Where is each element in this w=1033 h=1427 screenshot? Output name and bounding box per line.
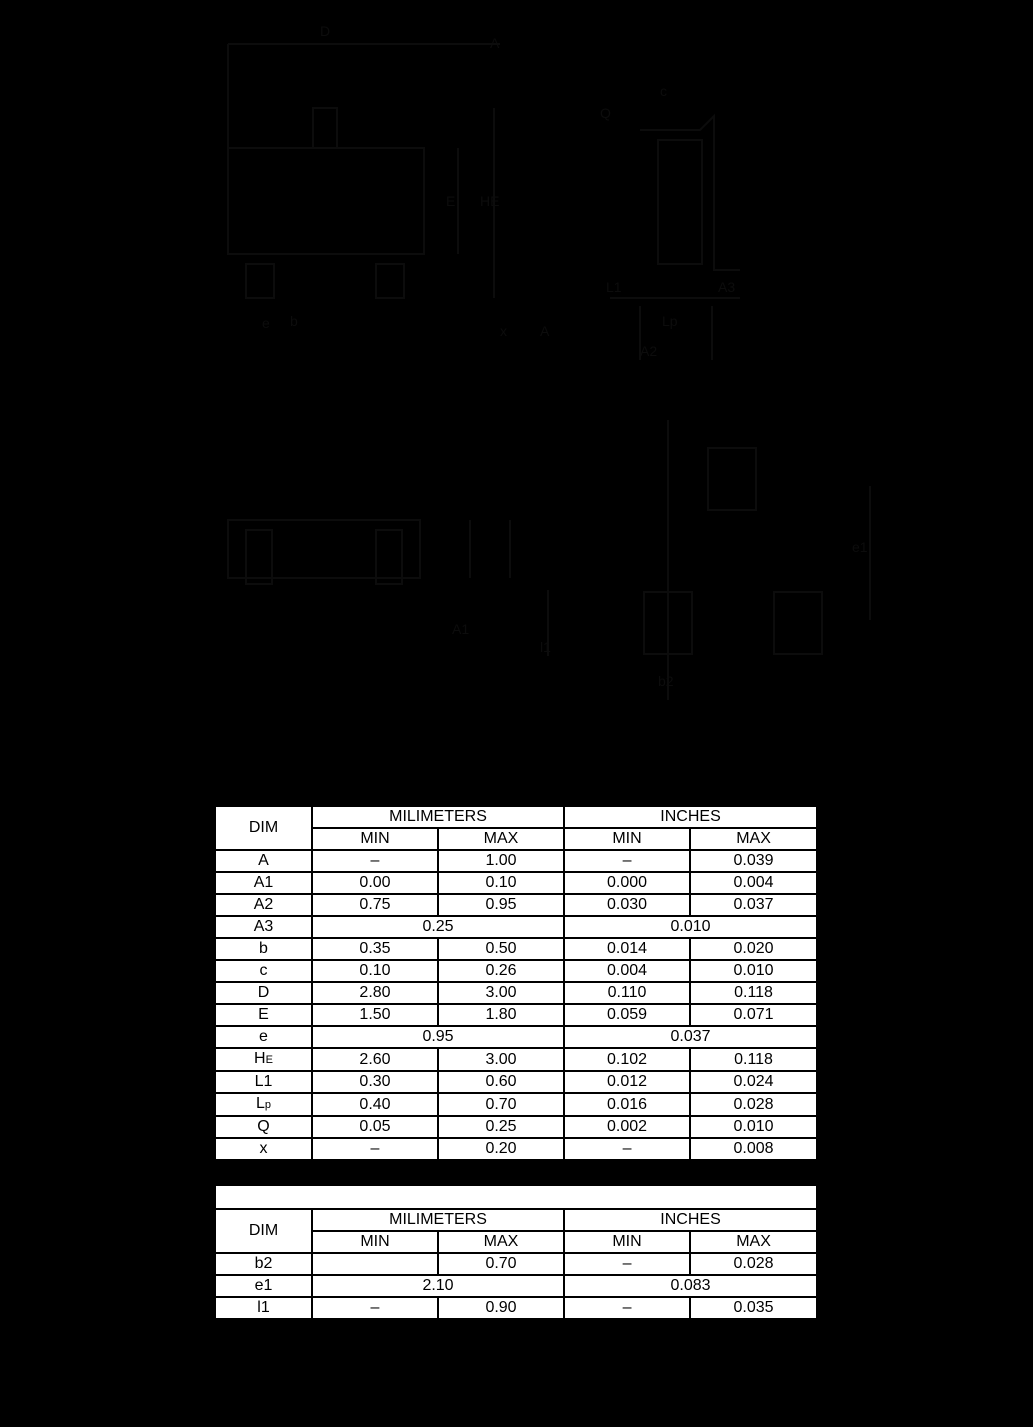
col-header-in-min: MIN [564,828,690,850]
cell-mm-min: 1.50 [312,1004,438,1026]
top-view-drawing [228,44,500,298]
top-view-labels [262,23,550,339]
dim-label-HE: HE [480,193,500,209]
cell-in-min: 0.012 [564,1071,690,1093]
cell-mm-min: 0.35 [312,938,438,960]
cell-mm-max: 0.25 [438,1116,564,1138]
cell-in-max: 0.004 [690,872,817,894]
cell-dim: L1 [215,1071,312,1093]
table-row [215,1253,817,1275]
cell-in-max: 0.020 [690,938,817,960]
cell-dim [215,1093,312,1116]
cell-in-max: 0.118 [690,982,817,1004]
cell-mm-min: 0.05 [312,1116,438,1138]
table-row [215,894,817,916]
col-header-in-max: MAX [690,828,817,850]
cell-mm-max: 0.90 [438,1297,564,1319]
cell-dim: c [215,960,312,982]
cell-in-nominal: 0.010 [564,916,817,938]
dim-subscript: p [264,1099,272,1111]
cell-mm-max: 0.20 [438,1138,564,1160]
dim-label-E: E [446,193,456,209]
table-row [215,850,817,872]
cell-in-min: – [564,1297,690,1319]
table-row [215,1093,817,1116]
cell-in-min: 0.016 [564,1093,690,1116]
cell-mm-min: 0.40 [312,1093,438,1116]
cell-mm-max: 0.26 [438,960,564,982]
cell-in-max: 0.010 [690,1116,817,1138]
cell-dim: A [215,850,312,872]
col-header-dim: DIM [215,1209,312,1253]
table-row [215,1048,817,1071]
dim-label-Lp: Lp [662,313,678,329]
cell-mm-nominal: 0.95 [312,1026,564,1048]
table-row [215,872,817,894]
side-view-labels [600,83,735,359]
table-row [215,916,817,938]
cell-in-max: 0.118 [690,1048,817,1071]
cell-mm-nominal: 2.10 [312,1275,564,1297]
dim-label-b2: b2 [658,673,674,689]
cell-mm-max: 3.00 [438,982,564,1004]
cell-dim: e [215,1026,312,1048]
cell-mm-min: 0.10 [312,960,438,982]
cell-in-max: 0.024 [690,1071,817,1093]
dim-label-A3: A3 [718,279,736,295]
cell-in-nominal: 0.083 [564,1275,817,1297]
cell-mm-min: 0.75 [312,894,438,916]
cell-in-nominal: 0.037 [564,1026,817,1048]
dim-label-D: D [320,23,331,39]
cell-in-max: 0.008 [690,1138,817,1160]
dim-label-A-ref: A [540,323,550,339]
cell-mm-nominal: 0.25 [312,916,564,938]
cell-in-min: – [564,1253,690,1275]
table-row [215,938,817,960]
land-pattern-drawing [548,420,870,700]
cell-in-max: 0.028 [690,1093,817,1116]
dim-symbol: L [255,1095,265,1112]
cell-in-min: – [564,1138,690,1160]
cell-mm-max: 0.95 [438,894,564,916]
cell-mm-max: 0.70 [438,1253,564,1275]
col-group-millimeters: MILIMETERS [312,1209,564,1231]
col-header-in-min: MIN [564,1231,690,1253]
cell-in-min: – [564,850,690,872]
col-group-inches: INCHES [564,806,817,828]
table-header-row [215,806,817,828]
cell-in-min: 0.002 [564,1116,690,1138]
cell-in-min: 0.000 [564,872,690,894]
col-header-mm-min: MIN [312,828,438,850]
col-group-inches: INCHES [564,1209,817,1231]
cell-mm-min: – [312,1297,438,1319]
cell-in-max: 0.035 [690,1297,817,1319]
dim-label-Q: Q [600,105,611,121]
table-row [215,1297,817,1319]
land-pattern-table [214,1208,818,1320]
cell-mm-min [312,1253,438,1275]
cell-dim: l1 [215,1297,312,1319]
dimension-table [214,805,818,1161]
cell-in-min: 0.110 [564,982,690,1004]
table-row [215,1275,817,1297]
cell-in-min: 0.030 [564,894,690,916]
cell-dim: E [215,1004,312,1026]
cell-mm-max: 3.00 [438,1048,564,1071]
table-row [215,960,817,982]
table-row [215,1026,817,1048]
dim-label-A: A [490,35,500,51]
cell-in-max: 0.010 [690,960,817,982]
dim-label-x: x [500,323,507,339]
cell-in-min: 0.004 [564,960,690,982]
dim-symbol: H [254,1050,266,1067]
table-row [215,1138,817,1160]
cell-dim: A3 [215,916,312,938]
cell-dim: D [215,982,312,1004]
cell-mm-max: 0.10 [438,872,564,894]
cell-in-min: 0.059 [564,1004,690,1026]
table-row [215,1116,817,1138]
table-row [215,1071,817,1093]
col-group-millimeters: MILIMETERS [312,806,564,828]
cell-dim: A2 [215,894,312,916]
cell-mm-max: 0.60 [438,1071,564,1093]
cell-mm-min: 0.00 [312,872,438,894]
cell-in-max: 0.028 [690,1253,817,1275]
cell-mm-min: 0.30 [312,1071,438,1093]
bottom-view-drawing [228,520,510,584]
dim-label-e1: e1 [852,539,868,555]
cell-dim: e1 [215,1275,312,1297]
dim-subscript: E [265,1054,273,1066]
table-header-row [215,1209,817,1231]
cell-in-max: 0.071 [690,1004,817,1026]
cell-dim: A1 [215,872,312,894]
dim-label-c: c [660,83,667,99]
cell-mm-max: 0.70 [438,1093,564,1116]
dim-label-e: e [262,315,270,331]
col-header-mm-min: MIN [312,1231,438,1253]
col-header-mm-max: MAX [438,1231,564,1253]
cell-in-max: 0.039 [690,850,817,872]
dim-label-l1: l1 [540,639,551,655]
col-header-in-max: MAX [690,1231,817,1253]
cell-dim [215,1048,312,1071]
cell-dim: b [215,938,312,960]
cell-dim: b2 [215,1253,312,1275]
cell-dim: x [215,1138,312,1160]
cell-mm-min: – [312,850,438,872]
cell-mm-max: 1.80 [438,1004,564,1026]
cell-mm-max: 1.00 [438,850,564,872]
cell-in-min: 0.102 [564,1048,690,1071]
table-row [215,982,817,1004]
cell-dim: Q [215,1116,312,1138]
dim-label-L1: L1 [606,279,622,295]
table-row [215,1004,817,1026]
col-header-dim: DIM [215,806,312,850]
dim-label-A1: A1 [452,621,470,637]
land-pattern-labels [540,539,868,689]
dim-label-A2: A2 [640,343,658,359]
cell-in-min: 0.014 [564,938,690,960]
bottom-view-labels [452,621,469,637]
cell-mm-min: 2.80 [312,982,438,1004]
cell-mm-min: 2.60 [312,1048,438,1071]
cell-in-max: 0.037 [690,894,817,916]
cell-mm-min: – [312,1138,438,1160]
dim-label-b: b [290,313,298,329]
table-spacer [216,1186,816,1208]
cell-mm-max: 0.50 [438,938,564,960]
col-header-mm-max: MAX [438,828,564,850]
